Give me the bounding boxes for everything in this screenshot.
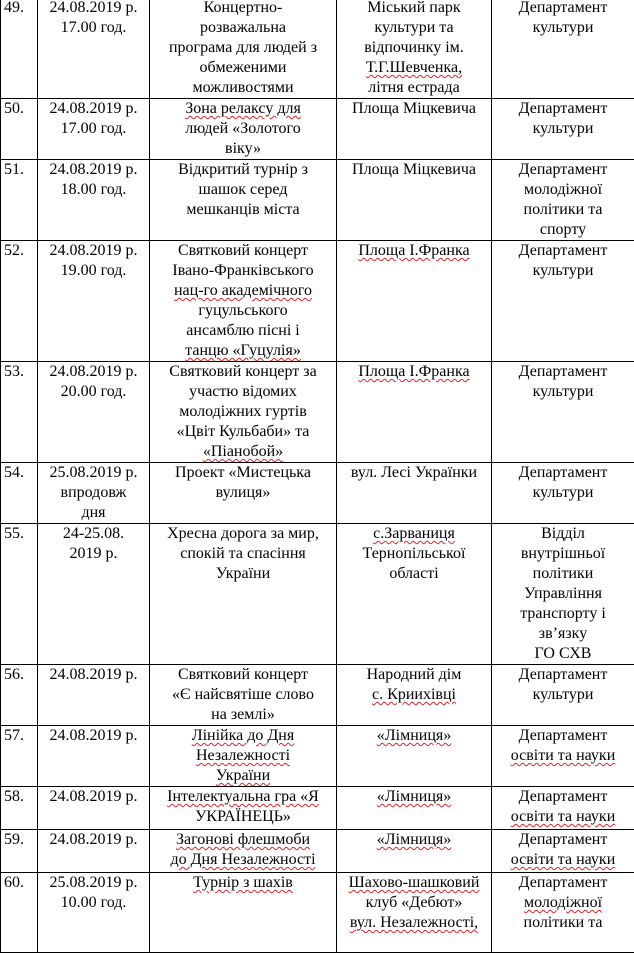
place-cell: вул. Лесі Українки [337, 463, 492, 524]
row-number-cell: 59. [1, 830, 38, 873]
event-name-cell: Загонові флешмоби до Дня Незалежності [150, 830, 337, 873]
event-name-cell: Проект «Мистецька вулиця» [150, 463, 337, 524]
table-row [1, 726, 634, 787]
table-row [1, 463, 634, 524]
row-number-cell: 54. [1, 463, 38, 524]
date-cell: 24.08.2019 р. 19.00 год. [38, 241, 150, 362]
event-name-cell: Відкритий турнір з шашок серед мешканців міста [150, 160, 337, 241]
organizer-cell: Департамент культури [492, 463, 634, 524]
organizer-cell: Департамент культури [492, 0, 634, 99]
place-cell: Площа І.Франка [337, 362, 492, 463]
organizer-cell: Департамент освіти та науки [492, 830, 634, 873]
organizer-cell: Департамент культури [492, 362, 634, 463]
place-cell: «Лімниця» [337, 830, 492, 873]
row-number-cell: 51. [1, 160, 38, 241]
event-name-cell: Хресна дорога за мир, спокій та спасіння України [150, 524, 337, 665]
date-cell: 25.08.2019 р. впродовж дня [38, 463, 150, 524]
place-cell: «Лімниця» [337, 726, 492, 787]
table-row [1, 241, 634, 362]
row-number-cell: 55. [1, 524, 38, 665]
row-number-cell: 50. [1, 99, 38, 160]
row-number-cell: 58. [1, 787, 38, 830]
event-name-cell: Лінійка до Дня Незалежності України [150, 726, 337, 787]
row-number-cell: 52. [1, 241, 38, 362]
date-cell: 25.08.2019 р. 10.00 год. [38, 873, 150, 953]
date-cell: 24.08.2019 р. 17.00 год. [38, 0, 150, 99]
table-row [1, 830, 634, 873]
event-name-cell: Святковий концерт «Є найсвятіше слово на землі» [150, 665, 337, 726]
event-name-cell: Турнір з шахів [150, 873, 337, 953]
table-row [1, 362, 634, 463]
table-row [1, 160, 634, 241]
place-cell: Площа Міцкевича [337, 99, 492, 160]
date-cell: 24.08.2019 р. 18.00 год. [38, 160, 150, 241]
organizer-cell: Департамент культури [492, 665, 634, 726]
place-cell: Площа Міцкевича [337, 160, 492, 241]
date-cell: 24.08.2019 р. [38, 726, 150, 787]
place-cell: с.Зарваниця Тернопільської області [337, 524, 492, 665]
row-number-cell: 49. [1, 0, 38, 99]
event-name-cell: Концертно- розважальна програма для людей з обмеженими можливостями [150, 0, 337, 99]
organizer-cell: Департамент культури [492, 99, 634, 160]
organizer-cell: Департамент освіти та науки [492, 726, 634, 787]
place-cell: «Лімниця» [337, 787, 492, 830]
place-cell: Шахово-шашковий клуб «Дебют» вул. Незалежності, [337, 873, 492, 953]
event-name-cell: Святковий концерт за участю відомих молодіжних гуртів «Цвіт Кульбаби» та «Піанобой» [150, 362, 337, 463]
date-cell: 24-25.08. 2019 р. [38, 524, 150, 665]
row-number-cell: 60. [1, 873, 38, 953]
date-cell: 24.08.2019 р. 20.00 год. [38, 362, 150, 463]
date-cell: 24.08.2019 р. 17.00 год. [38, 99, 150, 160]
date-cell: 24.08.2019 р. [38, 787, 150, 830]
organizer-cell: Департамент освіти та науки [492, 787, 634, 830]
table-row [1, 99, 634, 160]
event-name-cell: Святковий концерт Івано-Франківського нац-го академічного гуцульського ансамблю пісні і танцю «Гуцулія» [150, 241, 337, 362]
date-cell: 24.08.2019 р. [38, 665, 150, 726]
place-cell: Площа І.Франка [337, 241, 492, 362]
table-row [1, 787, 634, 830]
row-number-cell: 53. [1, 362, 38, 463]
table-row [1, 0, 634, 99]
table-row [1, 665, 634, 726]
table-row [1, 524, 634, 665]
row-number-cell: 57. [1, 726, 38, 787]
place-cell: Міський парк культури та відпочинку ім. Т.Г.Шевченка, літня естрада [337, 0, 492, 99]
event-name-cell: Зона релаксу для людей «Золотого віку» [150, 99, 337, 160]
table-row [1, 873, 634, 953]
row-number-cell: 56. [1, 665, 38, 726]
organizer-cell: Департамент молодіжної політики та спорту [492, 160, 634, 241]
place-cell: Народний дім с. Криихівці [337, 665, 492, 726]
event-name-cell: Інтелектуальна гра «Я УКРАЇНЕЦЬ» [150, 787, 337, 830]
organizer-cell: Департамент культури [492, 241, 634, 362]
organizer-cell: Відділ внутрішньої політики Управління транспорту і зв’язку ГО СХВ [492, 524, 634, 665]
organizer-cell: Департамент молодіжної політики та [492, 873, 634, 953]
date-cell: 24.08.2019 р. [38, 830, 150, 873]
